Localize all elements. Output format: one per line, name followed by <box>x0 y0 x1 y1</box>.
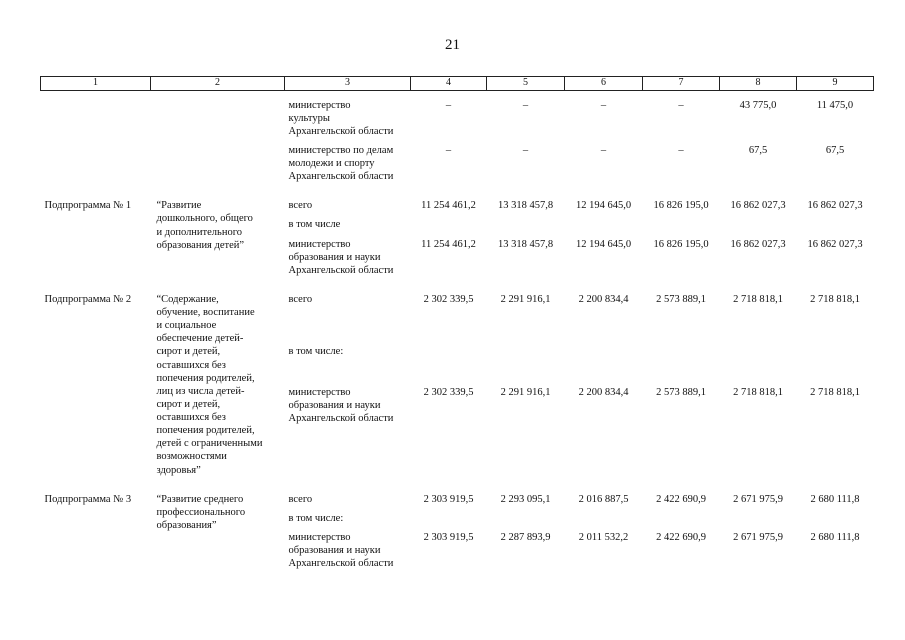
value-cell: – <box>522 99 529 111</box>
table-row <box>41 138 874 183</box>
value-cell: 13 318 457,8 <box>497 238 554 250</box>
value-cell: 2 422 690,9 <box>656 493 706 505</box>
value-cell: 2 671 975,9 <box>733 493 783 505</box>
value-cell: 2 680 111,8 <box>810 531 860 543</box>
value-cell: 13 318 457,8 <box>497 200 554 212</box>
value-cell: 2 302 339,5 <box>423 386 474 398</box>
value-cell: 2 293 095,1 <box>500 493 551 505</box>
column-header: 8 <box>720 77 797 91</box>
value-cell: 67,5 <box>825 144 845 156</box>
column-header: 3 <box>285 77 411 91</box>
value-cell: 16 862 027,3 <box>807 200 863 212</box>
subprogram-name: Подпрограмма № 3 <box>44 493 132 505</box>
value-cell: – <box>678 99 684 111</box>
value-cell: – <box>445 144 452 156</box>
column-header: 6 <box>565 77 643 91</box>
value-cell: 2 303 919,5 <box>423 531 474 543</box>
total-label: всего <box>288 200 313 212</box>
column-header: 7 <box>643 77 720 91</box>
funding-source: министерство культуры Архангельской области <box>288 99 394 137</box>
column-header: 5 <box>487 77 565 91</box>
subprogram-name: Подпрограмма № 1 <box>44 200 132 212</box>
table-body <box>41 90 874 570</box>
value-cell: – <box>445 99 452 111</box>
value-cell: 2 011 532,2 <box>578 531 629 543</box>
budget-table <box>40 76 874 570</box>
funding-source: министерство по делам молодежи и спорту Архангельской области <box>288 144 394 183</box>
value-cell: 67,5 <box>748 144 768 156</box>
value-cell: 11 254 461,2 <box>421 200 476 212</box>
value-cell: 12 194 645,0 <box>575 200 632 212</box>
value-cell: 2 422 690,9 <box>656 531 706 543</box>
page-number: 21 <box>445 37 460 53</box>
including-label: в том числе: <box>288 512 344 524</box>
value-cell: 11 254 461,2 <box>421 238 476 250</box>
column-header: 4 <box>411 77 487 91</box>
column-header: 2 <box>151 77 285 91</box>
value-cell: – <box>600 144 607 156</box>
value-cell: 16 862 027,3 <box>730 200 786 212</box>
column-header: 1 <box>41 77 151 91</box>
value-cell: 2 287 893,9 <box>500 531 551 543</box>
value-cell: 2 291 916,1 <box>500 386 551 398</box>
value-cell: 11 475,0 <box>816 99 854 111</box>
value-cell: 2 291 916,1 <box>500 293 551 305</box>
subprogram-description: “Содержание, обучение, воспитание и социальное обеспечение детей- сирот и детей, оставшихся без попечения родителей, лиц из числа детей- сирот и детей, оставшихся без попечения родителей, детей с ограниченными возможностями здоровья” <box>156 293 263 476</box>
including-label: в том числе: <box>288 346 344 357</box>
subprogram-total-row <box>41 277 874 339</box>
subprogram-description: “Развитие среднего профессионального образования” <box>156 493 246 531</box>
subprogram-name: Подпрограмма № 2 <box>44 293 132 305</box>
column-number-row <box>41 77 874 91</box>
value-cell: – <box>678 144 684 156</box>
including-label: в том числе <box>288 219 341 231</box>
value-cell: 16 862 027,3 <box>730 238 786 250</box>
value-cell: 2 718 818,1 <box>810 386 860 398</box>
funding-source: министерство образования и науки Архангельской области <box>288 531 394 570</box>
value-cell: 12 194 645,0 <box>575 238 632 250</box>
value-cell: 43 775,0 <box>739 99 777 111</box>
value-cell: 2 573 889,1 <box>656 386 706 398</box>
value-cell: 2 302 339,5 <box>423 293 474 305</box>
value-cell: – <box>522 144 529 156</box>
value-cell: 2 200 834,4 <box>578 293 629 305</box>
subprogram-total-row <box>41 477 874 506</box>
value-cell: 2 718 818,1 <box>733 293 783 305</box>
value-cell: 2 680 111,8 <box>810 493 860 505</box>
value-cell: 2 573 889,1 <box>656 293 706 305</box>
subprogram-total-row <box>41 183 874 212</box>
value-cell: 2 200 834,4 <box>578 386 629 398</box>
funding-source: министерство образования и науки Архангельской области <box>288 238 394 276</box>
value-cell: 2 718 818,1 <box>733 386 783 398</box>
value-cell: 2 303 919,5 <box>423 493 474 505</box>
column-header: 9 <box>797 77 874 91</box>
funding-source: министерство образования и науки Архангельской области <box>288 386 394 425</box>
value-cell: 2 671 975,9 <box>733 531 783 543</box>
value-cell: 2 718 818,1 <box>810 293 860 305</box>
subprogram-description: “Развитие дошкольного, общего и дополнительного образования детей” <box>156 200 253 251</box>
value-cell: – <box>600 99 607 111</box>
value-cell: 16 826 195,0 <box>653 200 709 212</box>
total-label: всего <box>288 293 313 305</box>
total-label: всего <box>288 493 313 505</box>
value-cell: 2 016 887,5 <box>578 493 629 505</box>
value-cell: 16 826 195,0 <box>653 238 709 250</box>
value-cell: 16 862 027,3 <box>807 238 863 250</box>
table-row <box>41 90 874 138</box>
